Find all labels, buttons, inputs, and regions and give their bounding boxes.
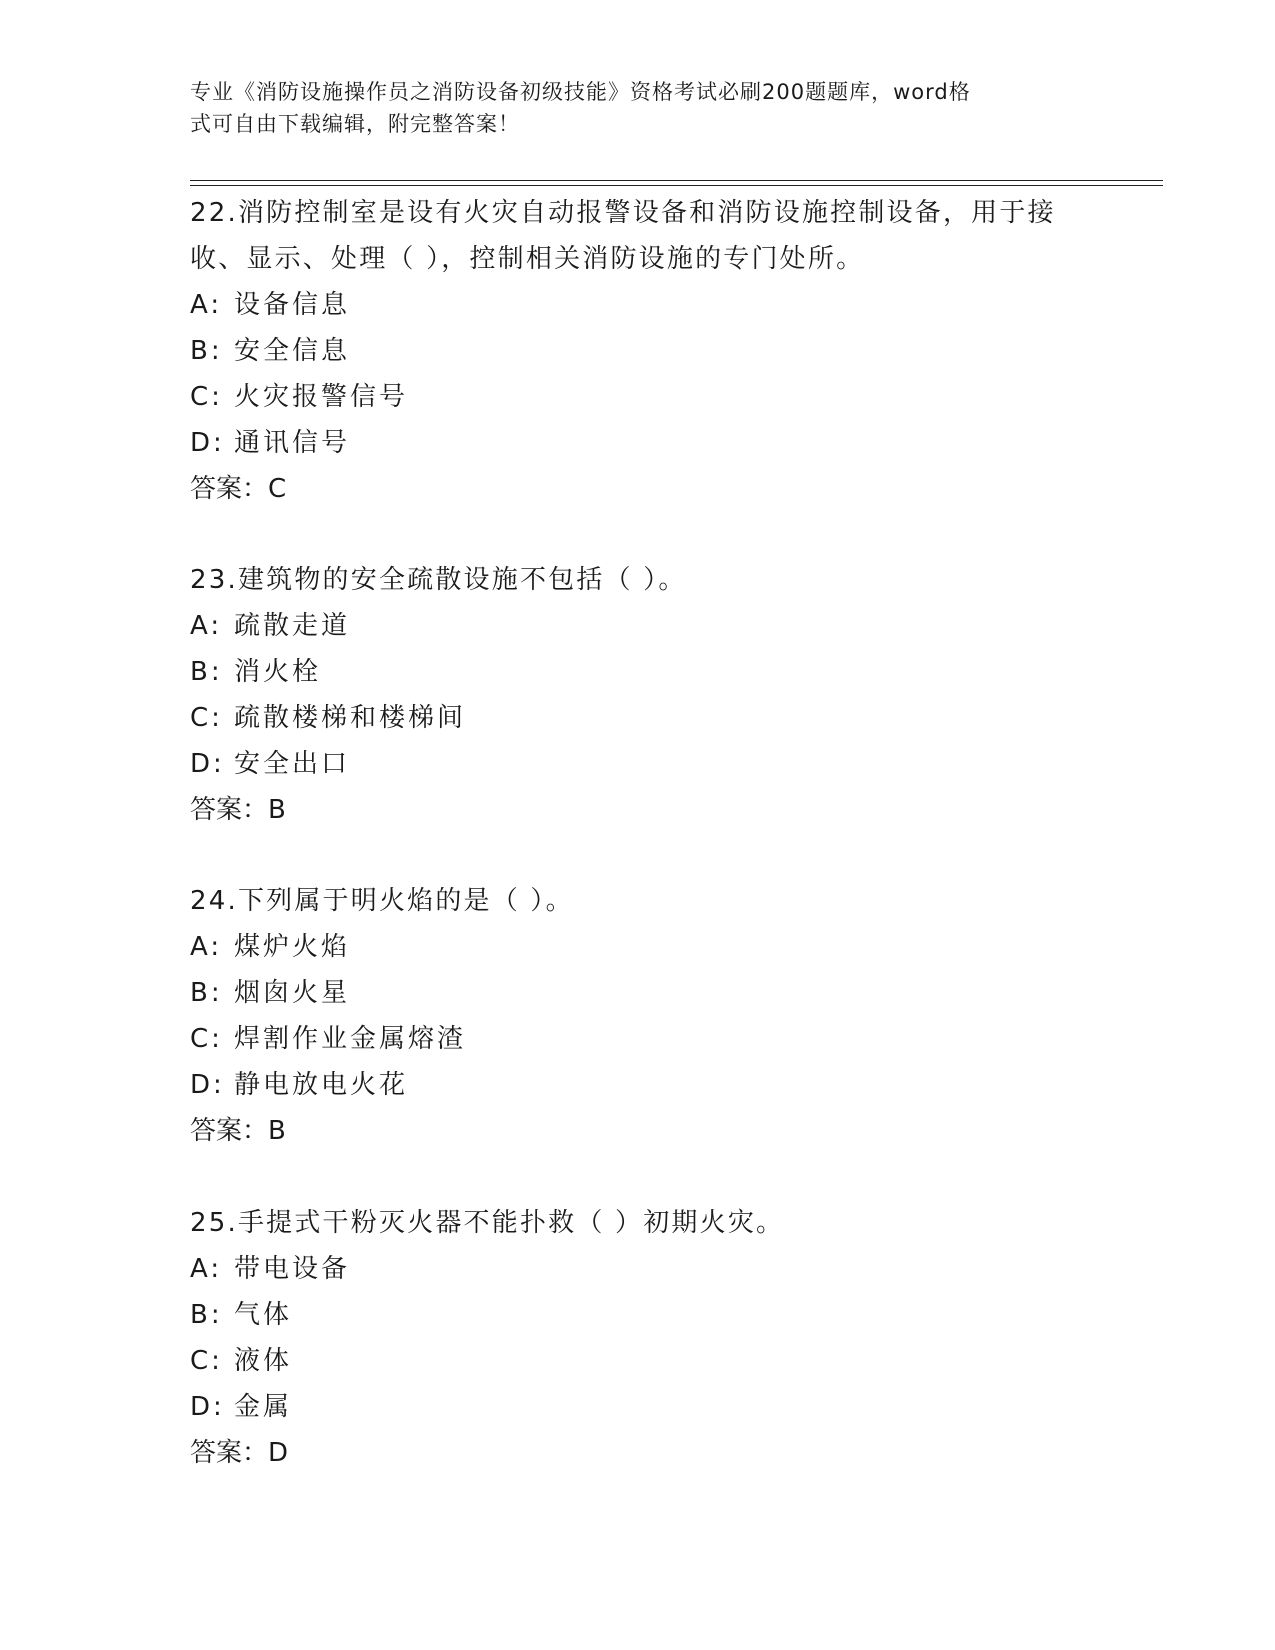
option-text: 安全出口 [234, 749, 351, 779]
option-letter: C: [190, 703, 223, 733]
question-stem-line-2: 收、显示、处理（ ），控制相关消防设施的专门处所。 [190, 244, 865, 274]
option-d [190, 420, 1090, 466]
question-stem-line-1: 22.消防控制室是设有火灾自动报警设备和消防设施控制设备，用于接 [190, 198, 1056, 228]
option-b [190, 649, 1090, 695]
option-d [190, 1384, 1090, 1430]
option-letter: A: [190, 290, 223, 320]
option-text: 煤炉火焰 [234, 932, 351, 962]
option-letter: D: [190, 749, 225, 779]
option-d [190, 1062, 1090, 1108]
answer-line: 答案：B [190, 795, 286, 825]
option-letter: C: [190, 1346, 223, 1376]
question-stem [190, 557, 1090, 603]
option-c [190, 1338, 1090, 1384]
option-a [190, 924, 1090, 970]
option-text: 消火栓 [234, 657, 322, 687]
question-stem-line-1: 24.下列属于明火焰的是（ ）。 [190, 886, 574, 916]
option-letter: C: [190, 382, 223, 412]
header-divider-top [190, 180, 1163, 181]
question-stem [190, 1200, 1090, 1246]
question-22 [190, 190, 1090, 512]
option-c [190, 1016, 1090, 1062]
question-stem [190, 190, 1090, 282]
option-text: 金属 [234, 1392, 293, 1422]
header-line-1: 专业《消防设施操作员之消防设备初级技能》资格考试必刷200题题库，word格 [190, 80, 971, 104]
option-letter: A: [190, 932, 223, 962]
answer-line: 答案：B [190, 1116, 286, 1146]
document-header [190, 76, 1090, 140]
option-a [190, 282, 1090, 328]
answer-line: 答案：D [190, 1438, 289, 1468]
option-letter: C: [190, 1024, 223, 1054]
question-23 [190, 557, 1090, 833]
header-divider-bottom [190, 185, 1163, 186]
option-text: 焊割作业金属熔渣 [234, 1024, 467, 1054]
option-text: 疏散走道 [234, 611, 351, 641]
option-letter: A: [190, 1254, 223, 1284]
option-text: 火灾报警信号 [234, 382, 409, 412]
option-text: 安全信息 [234, 336, 351, 366]
option-text: 设备信息 [234, 290, 351, 320]
option-d [190, 741, 1090, 787]
question-stem-line-1: 25.手提式干粉灭火器不能扑救（ ）初期火灾。 [190, 1208, 785, 1238]
option-a [190, 1246, 1090, 1292]
option-text: 气体 [234, 1300, 293, 1330]
option-text: 疏散楼梯和楼梯间 [234, 703, 467, 733]
option-b [190, 970, 1090, 1016]
option-a [190, 603, 1090, 649]
option-text: 液体 [234, 1346, 293, 1376]
option-c [190, 695, 1090, 741]
option-letter: D: [190, 1392, 225, 1422]
question-25 [190, 1200, 1090, 1476]
option-text: 静电放电火花 [234, 1070, 409, 1100]
option-text: 烟囱火星 [234, 978, 351, 1008]
option-letter: D: [190, 428, 225, 458]
option-letter: A: [190, 611, 223, 641]
option-letter: B: [190, 657, 223, 687]
question-24 [190, 878, 1090, 1154]
option-b [190, 328, 1090, 374]
header-line-2: 式可自由下载编辑，附完整答案！ [190, 112, 520, 136]
answer-line: 答案：C [190, 474, 287, 504]
question-stem-line-1: 23.建筑物的安全疏散设施不包括（ ）。 [190, 565, 687, 595]
option-text: 通讯信号 [234, 428, 351, 458]
option-letter: B: [190, 978, 223, 1008]
option-letter: B: [190, 336, 223, 366]
option-c [190, 374, 1090, 420]
option-text: 带电设备 [234, 1254, 351, 1284]
option-letter: B: [190, 1300, 223, 1330]
option-b [190, 1292, 1090, 1338]
question-stem [190, 878, 1090, 924]
option-letter: D: [190, 1070, 225, 1100]
